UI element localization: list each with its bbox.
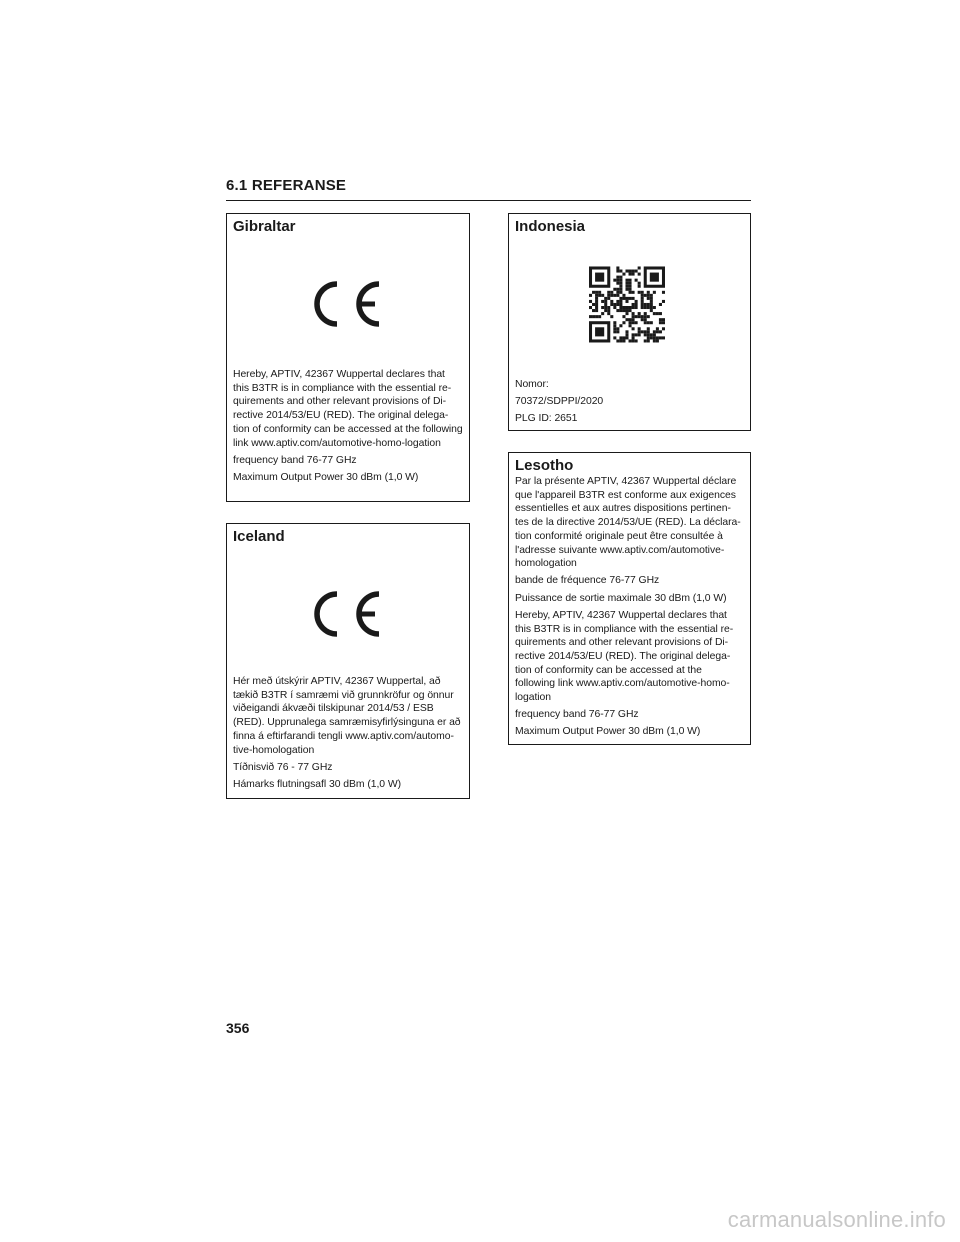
gibraltar-box: [226, 213, 470, 502]
lesotho-power-en: Maximum Output Power 30 dBm (1,0 W): [515, 726, 701, 738]
section-header: [226, 176, 751, 201]
iceland-power: Hámarks flutningsafl 30 dBm (1,0 W): [233, 778, 402, 790]
page-number: 356: [226, 1020, 250, 1036]
lesotho-declaration-fr: Par la présente APTIV, 42367 Wuppertal déclare que l'appareil B3TR est conforme aux exigences essentielles et aux autres dispositions pertinen-tes de la directive 2014/53/UE (RED). La déclara-tion conformité originale peut être consultée à l'adresse suivante www.aptiv.com/automotive-homologation: [515, 476, 741, 570]
indonesia-number-label: Nomor:: [515, 379, 549, 390]
iceland-title: Iceland: [233, 528, 285, 545]
iceland-frequency: Tíðnisvið 76 - 77 GHz: [233, 761, 333, 773]
indonesia-certificate-number: 70372/SDPPI/2020: [515, 396, 604, 408]
gibraltar-title: Gibraltar: [233, 218, 296, 235]
qr-code-icon: [589, 266, 665, 346]
gibraltar-frequency: frequency band 76-77 GHz: [233, 454, 357, 466]
indonesia-box: [508, 213, 751, 431]
iceland-box: [226, 523, 470, 799]
ce-mark-icon: [309, 278, 383, 335]
iceland-declaration: Hér með útskýrir APTIV, 42367 Wuppertal, að tækið B3TR í samræmi við grunnkröfur og önnur viðeigandi ákvæði tilskipunar 2014/53 / ESB (RED). Upprunalega samræmisyfirlýsinguna er að finna á eftirfarandi tengli www.aptiv.com/automo-tive-homologation: [233, 676, 461, 756]
lesotho-declaration-en: Hereby, APTIV, 42367 Wuppertal declares that this B3TR is in compliance with the essential re-quirements and other relevant provisions of Di-rective 2014/53/EU (RED). The original delega-tion of conformity can be accessed at the following link www.aptiv.com/automotive-homo-logation: [515, 609, 734, 704]
gibraltar-power: Maximum Output Power 30 dBm (1,0 W): [233, 471, 419, 483]
ce-mark-icon: [309, 588, 383, 645]
indonesia-title: Indonesia: [515, 218, 586, 235]
lesotho-box: [508, 452, 751, 745]
lesotho-power-fr: Puissance de sortie maximale 30 dBm (1,0 W): [515, 592, 727, 604]
lesotho-title: Lesotho: [515, 457, 574, 474]
lesotho-frequency-fr: bande de fréquence 76-77 GHz: [515, 575, 660, 587]
gibraltar-declaration: Hereby, APTIV, 42367 Wuppertal declares that this B3TR is in compliance with the essential re-quirements and other relevant provisions of Di-rective 2014/53/EU (RED). The original delega-tion of conformity can be accessed at the following link www.aptiv.com/automotive-homo-logation: [233, 369, 463, 449]
indonesia-plg-id: PLG ID: 2651: [515, 413, 578, 425]
watermark: carmanualsonline.info: [727, 1207, 946, 1232]
section-title: 6.1 REFERANSE: [226, 177, 347, 194]
lesotho-frequency-en: frequency band 76-77 GHz: [515, 709, 639, 721]
